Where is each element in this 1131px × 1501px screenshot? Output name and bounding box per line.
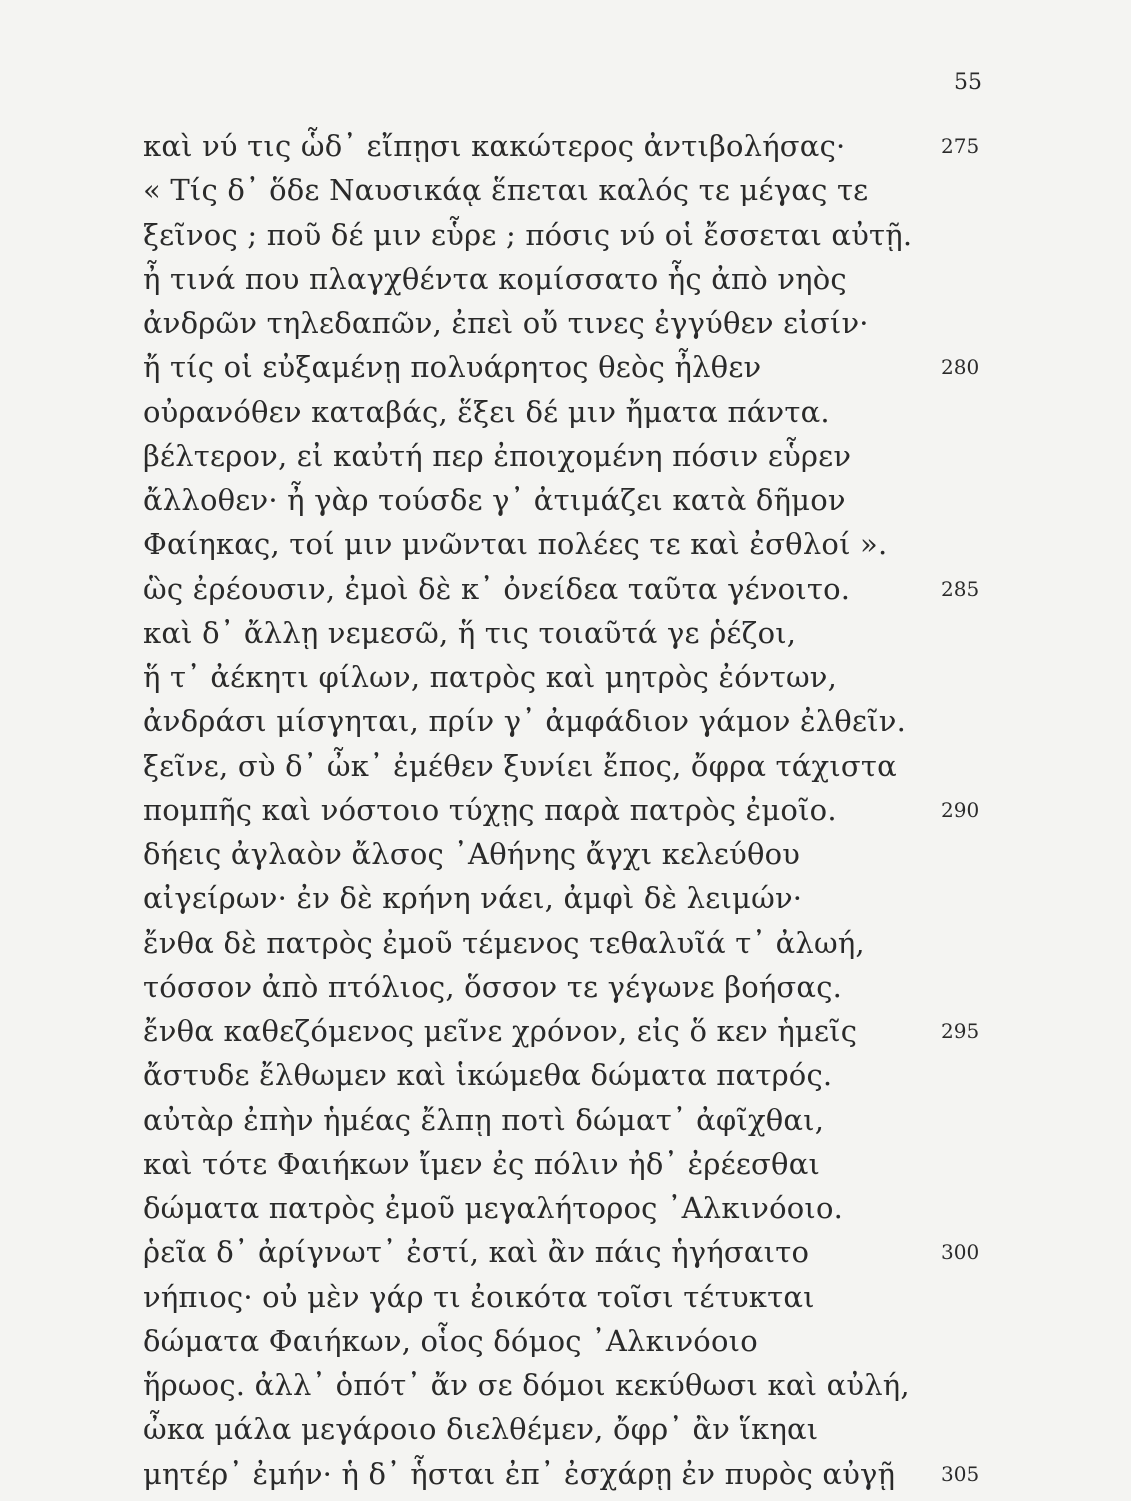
verse-text: ἤ τίς οἱ εὐξαμένῃ πολυάρητος θεὸς ἦλθεν <box>143 350 762 385</box>
verse-text: πομπῆς καὶ νόστοιο τύχῃς παρὰ πατρὸς ἐμοῖο. <box>143 792 837 827</box>
verse-text: ἥρωος. ἀλλ᾽ ὁπότ᾽ ἄν σε δόμοι κεκύθωσι καὶ αὐλή, <box>143 1368 910 1402</box>
line-number: 290 <box>941 797 980 822</box>
verse-line <box>143 744 1083 788</box>
verse-text: καὶ τότε Φαιήκων ἴμεν ἐς πόλιν ἠδ᾽ ἐρέεσθαι <box>143 1146 821 1181</box>
verse-text: ἥ τ᾽ ἀέκητι φίλων, πατρὸς καὶ μητρὸς ἐόντων, <box>143 660 838 694</box>
verse-text: « Τίς δ᾽ ὅδε Ναυσικάᾳ ἕπεται καλός τε μέγας τε <box>143 173 869 208</box>
verse-line <box>143 257 1083 301</box>
verse-text: δήεις ἀγλαὸν ἄλσος ᾿Αθήνης ἄγχι κελεύθου <box>143 837 801 871</box>
line-number: 305 <box>941 1461 980 1486</box>
verse-line <box>143 1009 1083 1053</box>
verse-text: ῥεῖα δ᾽ ἀρίγνωτ᾽ ἐστί, καὶ ἂν πάις ἡγήσαιτο <box>143 1235 810 1270</box>
verse-line <box>143 1319 1083 1363</box>
verse-line <box>143 301 1083 345</box>
verse-text: ἀνδρῶν τηλεδαπῶν, ἐπεὶ οὔ τινες ἐγγύθεν εἰσίν· <box>143 306 869 340</box>
verse-text: ὦκα μάλα μεγάροιο διελθέμεν, ὄφρ᾽ ἂν ἵκηαι <box>143 1412 819 1447</box>
verse-line <box>143 611 1083 655</box>
verse-block <box>143 124 1083 1496</box>
verse-line <box>143 1186 1083 1230</box>
verse-text: αὐτὰρ ἐπὴν ἡμέας ἔλπῃ ποτὶ δώματ᾽ ἀφῖχθαι, <box>143 1102 825 1137</box>
verse-text: ὣς ἐρέουσιν, ἐμοὶ δὲ κ᾽ ὀνείδεα ταῦτα γένοιτο. <box>143 571 851 606</box>
verse-line <box>143 699 1083 743</box>
verse-text: ἔνθα καθεζόμενος μεῖνε χρόνον, εἰς ὅ κεν ἡμεῖς <box>143 1014 858 1048</box>
verse-text: ἄστυδε ἔλθωμεν καὶ ἱκώμεθα δώματα πατρός. <box>143 1058 833 1093</box>
verse-text: ξεῖνος ; ποῦ δέ μιν εὗρε ; πόσις νύ οἱ ἔσσεται αὐτῇ. <box>143 217 913 252</box>
verse-line <box>143 390 1083 434</box>
verse-line <box>143 168 1083 212</box>
verse-line <box>143 1230 1083 1274</box>
verse-text: καὶ νύ τις ὧδ᾽ εἴπῃσι κακώτερος ἀντιβολήσας· <box>143 129 846 163</box>
verse-text: οὐρανόθεν καταβάς, ἕξει δέ μιν ἤματα πάντα. <box>143 394 830 429</box>
verse-line <box>143 1452 1083 1496</box>
verse-line <box>143 1053 1083 1097</box>
verse-line <box>143 213 1083 257</box>
verse-text: αἰγείρων· ἐν δὲ κρήνη νάει, ἀμφὶ δὲ λειμών· <box>143 881 803 916</box>
verse-line <box>143 1142 1083 1186</box>
verse-text: ἄλλοθεν· ἦ γὰρ τούσδε γ᾽ ἀτιμάζει κατὰ δῆμον <box>143 483 846 517</box>
verse-line <box>143 788 1083 832</box>
verse-line <box>143 921 1083 965</box>
verse-line <box>143 434 1083 478</box>
verse-line <box>143 522 1083 566</box>
verse-text: νήπιος· οὐ μὲν γάρ τι ἐοικότα τοῖσι τέτυκται <box>143 1279 815 1314</box>
verse-text: βέλτερον, εἰ καὐτή περ ἐποιχομένη πόσιν εὗρεν <box>143 438 852 473</box>
verse-line <box>143 124 1083 168</box>
line-number: 280 <box>941 355 980 380</box>
line-number: 285 <box>941 576 980 601</box>
verse-text: δώματα Φαιήκων, οἷος δόμος ᾿Αλκινόοιο <box>143 1323 758 1358</box>
verse-line <box>143 1363 1083 1407</box>
verse-line <box>143 832 1083 876</box>
verse-text: καὶ δ᾽ ἄλλῃ νεμεσῶ, ἥ τις τοιαῦτά γε ῥέζοι, <box>143 615 797 650</box>
verse-text: τόσσον ἀπὸ πτόλιος, ὅσσον τε γέγωνε βοήσας. <box>143 969 843 1004</box>
line-number: 300 <box>941 1240 980 1265</box>
verse-text: ξεῖνε, σὺ δ᾽ ὦκ᾽ ἐμέθεν ξυνίει ἔπος, ὄφρα τάχιστα <box>143 748 897 783</box>
verse-line <box>143 345 1083 389</box>
verse-line <box>143 655 1083 699</box>
verse-line <box>143 567 1083 611</box>
verse-line <box>143 478 1083 522</box>
verse-line <box>143 1407 1083 1451</box>
verse-text: ἀνδράσι μίσγηται, πρίν γ᾽ ἀμφάδιον γάμον ἐλθεῖν. <box>143 704 906 739</box>
verse-line <box>143 965 1083 1009</box>
verse-text: Φαίηκας, τοί μιν μνῶνται πολέες τε καὶ ἐσθλοί ». <box>143 527 888 562</box>
line-number: 275 <box>941 134 980 158</box>
line-number: 295 <box>941 1019 980 1043</box>
page-number: 55 <box>954 70 982 95</box>
verse-line <box>143 1275 1083 1319</box>
verse-line <box>143 876 1083 920</box>
verse-text: ἔνθα δὲ πατρὸς ἐμοῦ τέμενος τεθαλυῖά τ᾽ ἀλωή, <box>143 925 865 960</box>
verse-line <box>143 1098 1083 1142</box>
verse-text: ἦ τινά που πλαγχθέντα κομίσσατο ἧς ἀπὸ νηὸς <box>143 261 847 296</box>
verse-text: δώματα πατρὸς ἐμοῦ μεγαλήτορος ᾿Αλκινόοιο. <box>143 1191 844 1225</box>
verse-text: μητέρ᾽ ἐμήν· ἡ δ᾽ ἧσται ἐπ᾽ ἐσχάρῃ ἐν πυρὸς αὐγῇ <box>143 1456 896 1491</box>
